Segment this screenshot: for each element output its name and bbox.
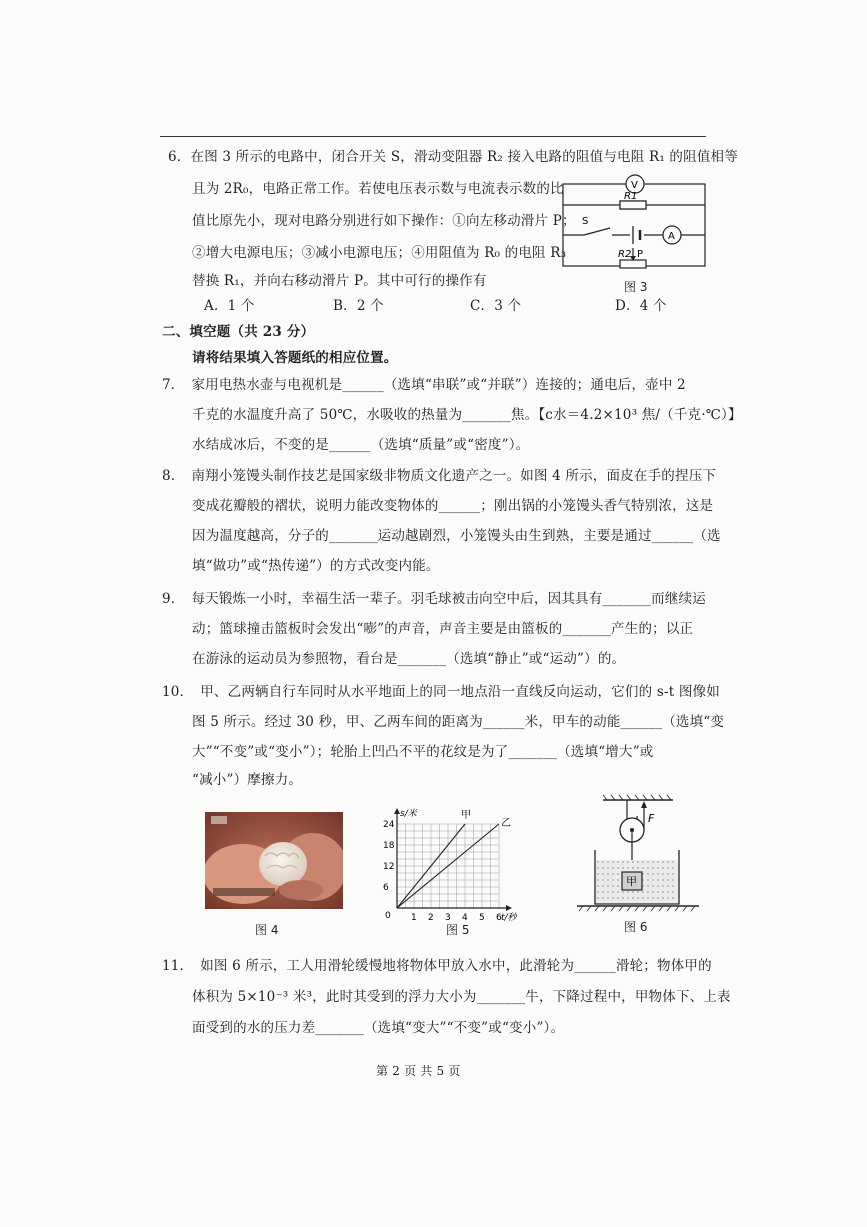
section-2-title: 二、填空题（共 23 分） [162,324,315,340]
q7-line-3: 水结成冰后，不变的是______（选填“质量”或“密度”）。 [192,437,530,453]
q9-line-1: 9． 每天锻炼一小时，幸福生活一辈子。羽毛球被击向空中后，因其具有_______而继续运 [162,591,706,607]
q8-line-3: 因为温度越高，分子的_______运动越剧烈，小笼馒头由生到熟，主要是通过______（选 [192,528,721,544]
q11-line-3: 面受到的水的压力差_______（选填“变大”“不变”或“变小”）。 [192,1020,565,1036]
q6-option-b: B．2 个 [333,298,384,314]
x-axis-label: t/秒 [501,913,517,923]
q9-line-2: 动；篮球撞击篮板时会发出“嘭”的声音，声音主要是由篮板的_______产生的；以正 [192,621,694,637]
q8-line-2: 变成花瓣般的褶状，说明力能改变物体的______；刚出锅的小笼馒头香气特别浓，这是 [192,498,714,514]
voltmeter-label: V [631,180,638,191]
circuit-diagram-fig3 [558,172,710,272]
x-tick-label: 2 [428,913,434,923]
fig4-photo [205,812,343,909]
x-axis-arrow-icon [506,905,512,911]
q9-line-3: 在游泳的运动员为参照物，看台是_______（选填“静止”或“运动”）的。 [192,651,626,667]
fig6-label: 图 6 [624,920,648,934]
q6-line-5: 替换 R₁，并向右移动滑片 P。其中可行的操作有 [192,273,487,289]
q10-line-4: “减小”）摩擦力。 [192,772,303,788]
y-tick-label: 6 [383,883,389,893]
object-label: 甲 [626,875,637,888]
fig3-label: 图 3 [624,280,648,294]
origin-label: 0 [385,911,391,921]
series-label-2: 乙 [501,818,511,829]
force-arrow-icon [641,801,647,808]
pulley-diagram-fig6 [575,794,703,916]
slider-label: P [637,249,644,260]
x-tick-label: 1 [411,913,417,923]
q6-option-c: C．3 个 [470,298,522,314]
switch-label: S [582,216,589,227]
top-rule [160,136,706,137]
ammeter-label: A [668,231,675,242]
q6-line-3: 值比原先小，现对电路分别进行如下操作：①向左移动滑片 P； [192,213,576,229]
q8-line-4: 填“做功”或“热传递”）的方式改变内能。 [192,558,440,574]
x-tick-label: 3 [445,913,451,923]
x-tick-label: 5 [479,913,485,923]
fig5-label: 图 5 [446,923,470,937]
q6-line-2: 且为 2R₀，电路正常工作。若使电压表示数与电流表示数的比 [192,181,564,197]
q6-line-4: ②增大电源电压；③减小电源电压；④用阻值为 R₀ 的电阻 R₃ [192,245,567,261]
q10-line-1: 10． 甲、乙两辆自行车同时从水平地面上的同一地点沿一直线反向运动，它们的 s-t 图像如 [162,684,720,700]
q8-line-1: 8． 南翔小笼馒头制作技艺是国家级非物质文化遗产之一。如图 4 所示，面皮在手的捏压下 [162,468,717,484]
x-tick-label: 6 [496,913,502,923]
page-footer: 第 2 页 共 5 页 [376,1064,461,1078]
st-graph-fig5 [373,800,518,925]
q11-line-2: 体积为 5×10⁻³ 米³，此时其受到的浮力大小为_______牛，下降过程中，甲物体下、上表 [192,989,731,1005]
q6-line-1: 6．在图 3 所示的电路中，闭合开关 S，滑动变阻器 R₂ 接入电路的阻值与电阻 R₁ 的阻值相等 [168,149,738,165]
q10-line-2: 图 5 所示。经过 30 秒，甲、乙两车间的距离为______米，甲车的动能______（选填“变 [192,714,725,730]
series-label-1: 甲 [461,810,471,821]
force-label: F [648,812,655,825]
q6-option-a: A．1 个 [204,298,255,314]
r2-label: R2 [618,249,632,260]
y-tick-label: 12 [383,862,395,872]
y-tick-label: 24 [383,820,395,830]
y-tick-label: 18 [383,841,395,851]
q6-option-d: D．4 个 [615,298,667,314]
r1-label: R1 [624,191,638,202]
x-tick-label: 4 [462,913,468,923]
section-2-instruction: 请将结果填入答题纸的相应位置。 [192,350,398,366]
fig4-label: 图 4 [255,923,279,937]
y-axis-label: s/米 [400,809,417,819]
q11-line-1: 11． 如图 6 所示，工人用滑轮缓慢地将物体甲放入水中，此滑轮为______滑轮；物体甲的 [162,958,712,974]
q7-line-1: 7． 家用电热水壶与电视机是______（选填“串联”或“并联”）连接的；通电后，壶中 2 [162,377,686,393]
dumpling-photo-image [205,812,343,909]
q10-line-3: 大”“不变”或“变小”）；轮胎上凹凸不平的花纹是为了_______（选填“增大”或 [192,744,654,760]
q7-line-2: 千克的水温度升高了 50℃，水吸收的热量为_______焦。【c水＝4.2×10³ 焦/（千克·℃）】 [192,407,742,423]
